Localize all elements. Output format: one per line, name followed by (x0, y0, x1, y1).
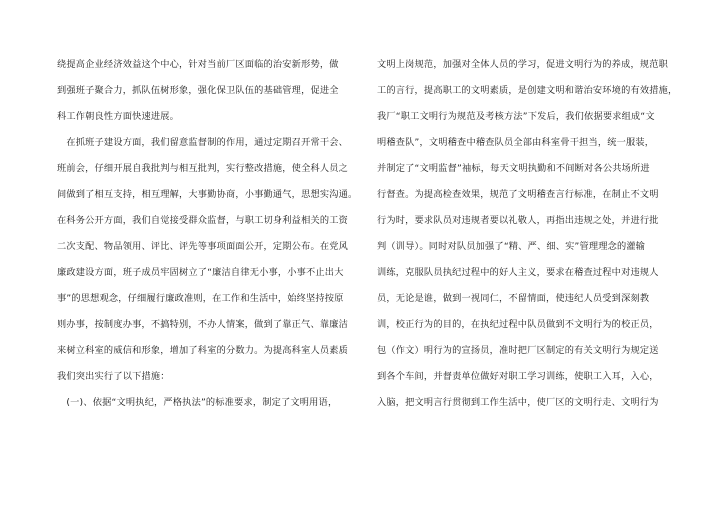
text-line: 到强班子聚合力，抓队伍树形象，强化保卫队伍的基础管理，促进全 (57, 85, 339, 96)
right-text-column (377, 56, 677, 420)
text-line: 事”的思想观念，仔细履行廉政准则，在工作和生活中，始终坚持按原 (57, 293, 344, 304)
text-line: 训，校正行为的目的，在执纪过程中队员做到不文明行为的校正员， (377, 319, 659, 330)
text-line: 明稽查队”，文明稽查中稽查队员全部由科室骨干担当，统一服装， (377, 137, 655, 148)
text-line: 廉政建设方面，班子成员牢固树立了“廉洁自律无小事，小事不止出大 (57, 267, 344, 278)
text-line: 包（作文）明行为的宣扬员，准时把厂区制定的有关文明行为规定送 (377, 345, 659, 356)
text-line: 绕提高企业经济效益这个中心，针对当前厂区面临的治安新形势，做 (57, 59, 339, 70)
text-line: 行督查。为提高检查效果，规范了文明稽查言行标准，在制止不文明 (377, 189, 659, 200)
text-line: 文明上岗规范，加强对全体人员的学习，促进文明行为的养成，规范职 (377, 59, 669, 70)
text-line: 我们突出实行了以下措施： (57, 371, 170, 382)
text-line: 在科务公开方面，我们自觉接受群众监督，与职工切身利益相关的工资 (57, 215, 349, 226)
text-line: 到各个车间，并督责单位做好对职工学习训练，使职工入耳，入心， (377, 371, 659, 382)
text-line: 并制定了“文明监督”袖标，每天文明执勤和不间断对各公共场所进 (377, 163, 650, 174)
text-line: 间做到了相互支持，相互理解，大事勤协商，小事勤通气，思想实沟通。 (57, 189, 357, 200)
text-line: 班前会，仔细开展自我批判与相互批判，实行整改措施，使全科人员之 (57, 163, 349, 174)
text-line: 二次支配、物品领用、评比、评先等事项面面公开，定期公布。在党风 (57, 241, 349, 252)
text-line: 则办事，按制度办事，不搞特别，不办人情案，做到了靠正气、靠廉洁 (57, 319, 349, 330)
text-line: 判（训导）。同时对队员加强了“精、严、细、实”管理理念的灌输 (377, 241, 646, 252)
text-line: 我厂“职工文明行为规范及考核方法”下发后，我们依据要求组成“文 (377, 111, 655, 122)
text-line: 科工作朝良性方面快速进展。 (57, 111, 180, 122)
text-line: 训练，克服队员执纪过程中的好人主义，要求在稽查过程中对违规人 (377, 267, 659, 278)
text-line: (一)、依据“文明执纪，严格执法”的标准要求，制定了文明用语， (57, 397, 338, 408)
text-line: 员，无论是谁，做到一视同仁，不留情面，使违纪人员受到深刻教 (377, 293, 650, 304)
text-line: 来树立科室的威信和形象，增加了科室的分数力。为提高科室人员素质 (57, 345, 349, 356)
text-line: 工的言行，提高职工的文明素质，是创建文明和谐治安环境的有效措施， (377, 85, 677, 96)
text-line: 入脑，把文明言行贯彻到工作生活中，使厂区的文明行走、文明行为 (377, 397, 659, 408)
text-line: 行为时，要求队员对违规者要以礼敬人，再指出违规之处，并进行批 (377, 215, 659, 226)
left-text-column (57, 56, 357, 420)
text-line: 在抓班子建设方面，我们留意监督制的作用，通过定期召开常干会、 (57, 137, 349, 148)
